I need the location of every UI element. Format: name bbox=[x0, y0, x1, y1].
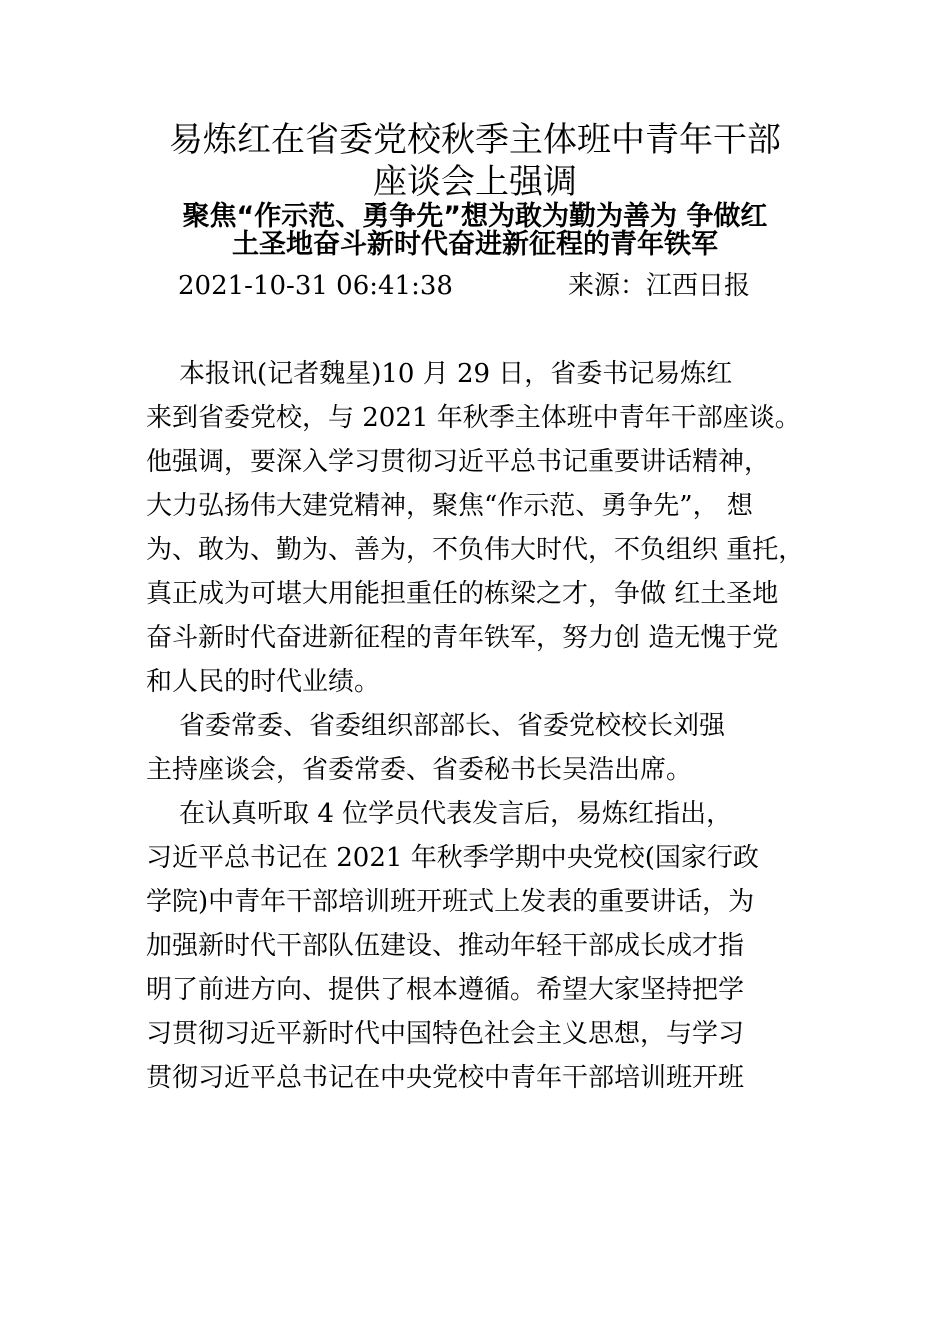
article-subtitle-line-2: 土圣地奋斗新时代奋进新征程的青年铁军 bbox=[232, 229, 718, 260]
body-line: 学院)中青年干部培训班开班式上发表的重要讲话，为 bbox=[146, 887, 755, 917]
body-line: 和人民的时代业绩。 bbox=[146, 667, 381, 697]
body-line: 在认真听取 4 位学员代表发言后，易炼红指出， bbox=[146, 799, 733, 829]
body-line: 真正成为可堪大用能担重任的栋梁之才，争做 红土圣地 bbox=[146, 579, 779, 609]
article-source: 来源：江西日报 bbox=[568, 271, 751, 301]
body-line: 来到省委党校，与 2021 年秋季主体班中青年干部座谈。 bbox=[146, 403, 801, 433]
publish-date: 2021-10-31 06:41:38 bbox=[178, 271, 453, 301]
body-line: 奋斗新时代奋进新征程的青年铁军，努力创 造无愧于党 bbox=[146, 623, 779, 653]
article-title-line-1: 易炼红在省委党校秋季主体班中青年干部 bbox=[169, 120, 781, 160]
body-line: 省委常委、省委组织部部长、省委党校校长刘强 bbox=[146, 711, 726, 741]
body-line: 加强新时代干部队伍建设、推动年轻干部成长成才指 bbox=[146, 931, 745, 961]
article-title-line-2: 座谈会上强调 bbox=[373, 162, 577, 202]
body-line: 主持座谈会，省委常委、省委秘书长吴浩出席。 bbox=[146, 755, 693, 785]
body-line: 为、敢为、勤为、善为，不负伟大时代，不负组织 重托， bbox=[146, 535, 805, 565]
body-line: 习贯彻习近平新时代中国特色社会主义思想，与学习 bbox=[146, 1019, 745, 1049]
body-line: 他强调，要深入学习贯彻习近平总书记重要讲话精神， bbox=[146, 447, 771, 477]
article-subtitle-line-1: 聚焦“作示范、勇争先”想为敢为勤为善为 争做红 bbox=[182, 201, 768, 232]
body-line: 大力弘扬伟大建党精神，聚焦“作示范、勇争先”， 想 bbox=[146, 491, 753, 521]
body-line: 明了前进方向、提供了根本遵循。希望大家坚持把学 bbox=[146, 975, 745, 1005]
body-line: 习近平总书记在 2021 年秋季学期中央党校(国家行政 bbox=[146, 843, 759, 873]
body-line: 贯彻习近平总书记在中央党校中青年干部培训班开班 bbox=[146, 1063, 745, 1093]
body-line: 本报讯(记者魏星)10 月 29 日，省委书记易炼红 bbox=[146, 359, 733, 389]
